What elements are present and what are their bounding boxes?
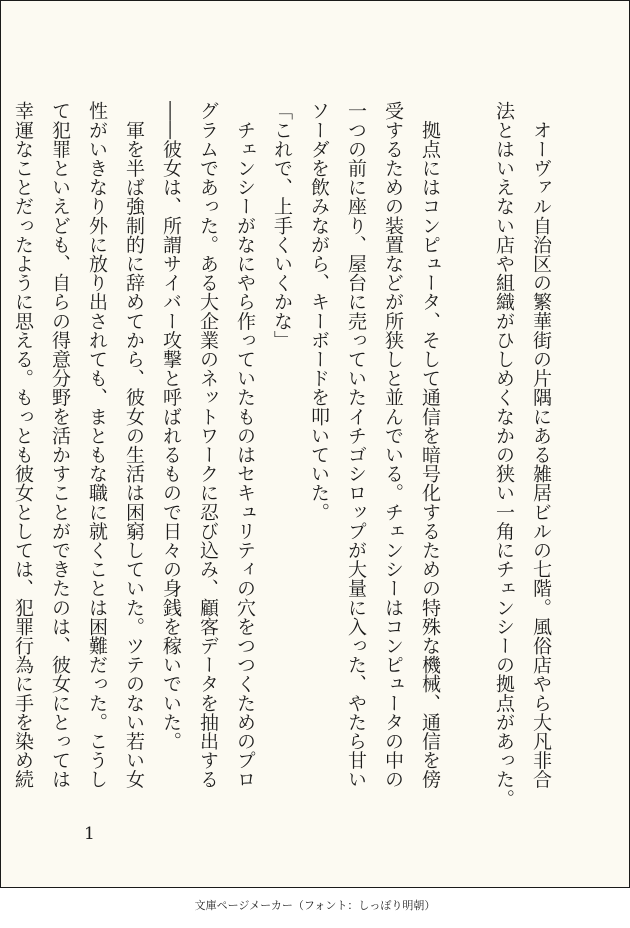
page-number: 1	[84, 824, 95, 844]
text-line: 法とはいえない店や組織がひしめくなかの狭い一角にチェンシーの拠点があった。	[493, 101, 515, 808]
text-line: チェンシーがなにやら作っていたものはセキュリティの穴をつつくためのプロ	[234, 101, 256, 789]
text-line: 一つの前に座り、屋台に売っていたイチゴシロップが大量に入った、やたら甘い	[345, 101, 367, 789]
text-line: 拠点にはコンピュータ、そして通信を暗号化するための特殊な機械、通信を傍	[419, 101, 441, 789]
text-line: 受するための装置などが所狭しと並んでいる。チェンシーはコンピュータの中の	[382, 101, 404, 789]
text-line: ソーダを飲みながら、キーボードを叩いていた。	[308, 101, 330, 522]
text-line: 性がいきなり外に放り出されても、まともな職に就くことは困難だった。こうし	[86, 101, 108, 789]
text-line: 軍を半ば強制的に辞めてから、彼女の生活は困窮していた。ツテのない若い女	[123, 101, 145, 789]
dialogue-line: 「これで、上手くいくかな」	[271, 101, 293, 350]
vertical-text-body	[4, 101, 559, 808]
text-line: グラムであった。ある大企業のネットワークに忍び込み、顧客データを抽出する	[197, 101, 219, 789]
text-line: て犯罪といえども、自らの得意分野を活かすことができたのは、彼女にとっては	[49, 101, 71, 789]
text-line: オーヴァル自治区の繁華街の片隅にある雑居ビルの七階。風俗店やら大凡非合	[530, 101, 552, 789]
text-line: ――彼女は、所謂サイバー攻撃と呼ばれるもので日々の身銭を稼いでいた。	[160, 101, 182, 751]
footer-credit: 文庫ページメーカー（フォント：しっぽり明朝）	[194, 899, 436, 912]
text-line: 幸運なことだったように思える。もっとも彼女としては、犯罪行為に手を染め続	[12, 101, 34, 789]
paragraph-gap	[448, 101, 485, 801]
